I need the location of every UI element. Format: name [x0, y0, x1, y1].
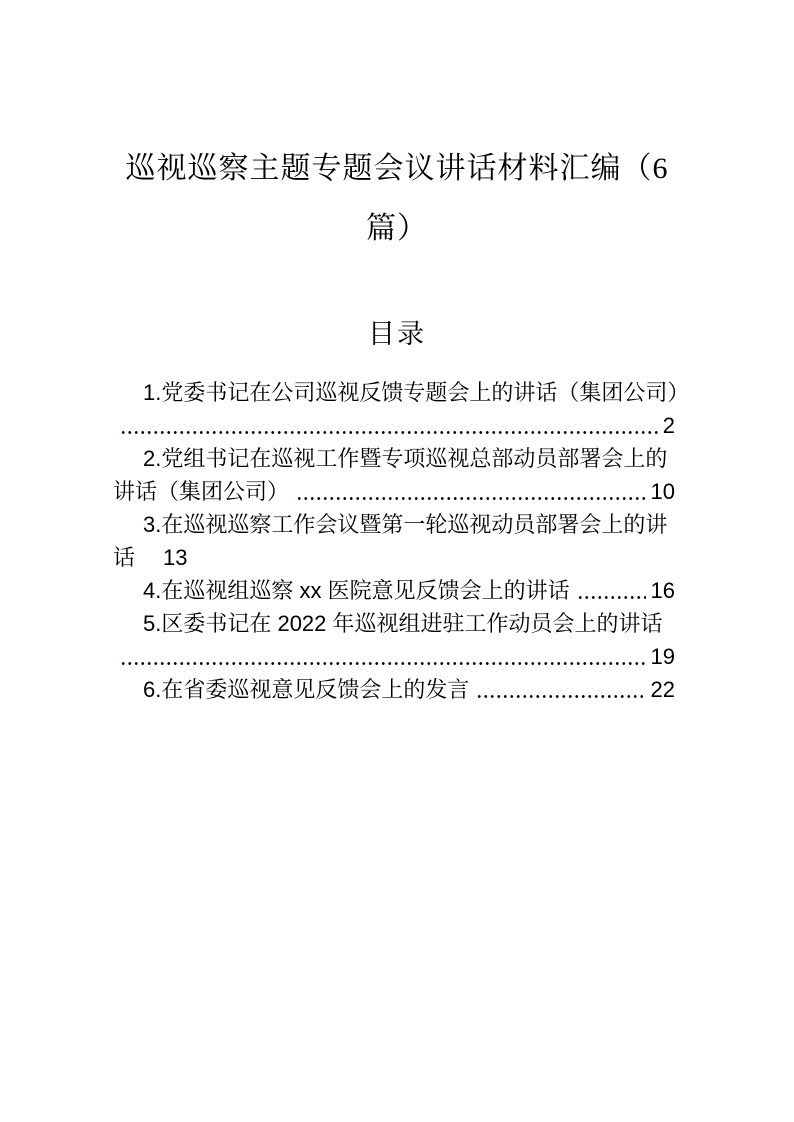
- toc-entry-2-page-number[interactable]: 10: [650, 479, 675, 504]
- toc-entry-4-page-number[interactable]: 16: [650, 578, 675, 603]
- page-title-line-2: 篇）: [366, 212, 428, 245]
- dot-leader: [118, 640, 646, 673]
- toc-entry-4-line-1[interactable]: [113, 574, 675, 607]
- toc-entry-1-line-2[interactable]: [113, 409, 675, 442]
- toc-entry-1-page-number[interactable]: 2: [662, 413, 675, 438]
- toc-heading: 目录: [368, 319, 426, 349]
- toc-entry-6-label[interactable]: 6.在省委巡视意见反馈会上的发言: [143, 677, 470, 702]
- toc-entry-5-line-1[interactable]: [113, 607, 675, 640]
- table-of-contents: [113, 376, 690, 706]
- toc-entry-4-label[interactable]: 4.在巡视组巡察 xx 医院意见反馈会上的讲话: [143, 578, 570, 603]
- toc-entry-5-line-2[interactable]: [113, 640, 675, 673]
- dot-leader: [294, 475, 646, 508]
- toc-entry-2-label-continued[interactable]: 讲话（集团公司）: [113, 479, 290, 504]
- dot-leader: [575, 574, 646, 607]
- toc-entry-5-page-number[interactable]: 19: [650, 644, 675, 669]
- toc-entry-3-label-continued[interactable]: 话: [113, 545, 136, 570]
- toc-entry-3-line-1[interactable]: [113, 508, 675, 541]
- toc-entry-6-line-1[interactable]: [113, 673, 675, 706]
- toc-entry-2-line-2[interactable]: [113, 475, 675, 508]
- toc-entry-3-line-2[interactable]: [113, 541, 675, 574]
- toc-entry-2-line-1[interactable]: [113, 442, 675, 475]
- dot-leader: [118, 409, 658, 442]
- toc-entry-6-page-number[interactable]: 22: [650, 677, 675, 702]
- toc-entry-3-label[interactable]: 3.在巡视巡察工作会议暨第一轮巡视动员部署会上的讲: [143, 512, 668, 537]
- toc-entry-1-label[interactable]: 1.党委书记在公司巡视反馈专题会上的讲话（集团公司）: [143, 380, 690, 405]
- page-title-line-1: 巡视巡察主题专题会议讲话材料汇编（6: [125, 152, 669, 185]
- toc-entry-5-label[interactable]: 5.区委书记在 2022 年巡视组进驻工作动员会上的讲话: [143, 611, 663, 636]
- page-title: [113, 139, 681, 259]
- toc-entry-1-line-1[interactable]: [113, 376, 690, 409]
- toc-entry-3-page-number[interactable]: 13: [163, 545, 188, 570]
- toc-entry-2-label[interactable]: 2.党组书记在巡视工作暨专项巡视总部动员部署会上的: [143, 446, 668, 471]
- dot-leader: [474, 673, 645, 706]
